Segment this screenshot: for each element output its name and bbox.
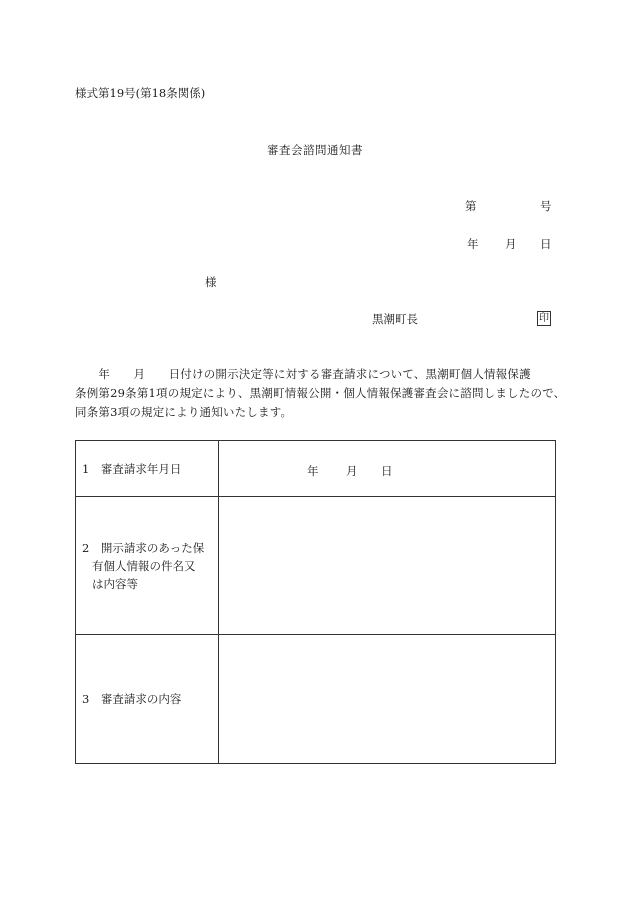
body-paragraph xyxy=(75,365,566,422)
subject-value xyxy=(219,497,556,635)
date-year-label: 年 xyxy=(467,237,479,251)
request-date-day: 日 xyxy=(381,464,393,478)
addressee-suffix: 様 xyxy=(205,275,217,289)
number-prefix: 第 xyxy=(465,199,477,213)
form-number: 様式第19号(第18条関係) xyxy=(75,86,206,100)
request-content-label: 3 審査請求の内容 xyxy=(76,635,219,764)
request-content-value xyxy=(219,635,556,764)
document-title: 審査会諮問通知書 xyxy=(267,143,363,157)
body-line-1: 年 月 日付けの開示決定等に対する審査請求について、黒潮町個人情報保護 xyxy=(75,367,531,381)
table-row-subject xyxy=(76,497,556,635)
subject-label-line-2: 有個人情報の件名又 xyxy=(92,558,196,573)
request-details-table xyxy=(75,440,556,764)
body-line-2: 条例第29条第1項の規定により、黒潮町情報公開・個人情報保護審査会に諮問しましたので、 xyxy=(75,386,566,400)
request-date-year: 年 xyxy=(307,464,319,478)
table-row-request-date xyxy=(76,441,556,497)
body-line-3: 同条第3項の規定により通知いたします。 xyxy=(75,405,293,419)
request-date-value xyxy=(219,441,556,497)
date-day-label: 日 xyxy=(540,237,552,251)
request-date-label: 1 審査請求年月日 xyxy=(76,441,219,497)
seal-mark: 印 xyxy=(539,313,549,324)
date-month-label: 月 xyxy=(505,237,517,251)
number-suffix: 号 xyxy=(540,199,552,213)
sender-name: 黒潮町長 xyxy=(372,312,418,326)
subject-label-line-1: 2 開示請求のあった保 xyxy=(82,540,205,555)
table-row-request-content xyxy=(76,635,556,764)
subject-label-line-3: は内容等 xyxy=(92,576,138,591)
request-date-month: 月 xyxy=(346,464,358,478)
subject-label xyxy=(76,497,219,635)
